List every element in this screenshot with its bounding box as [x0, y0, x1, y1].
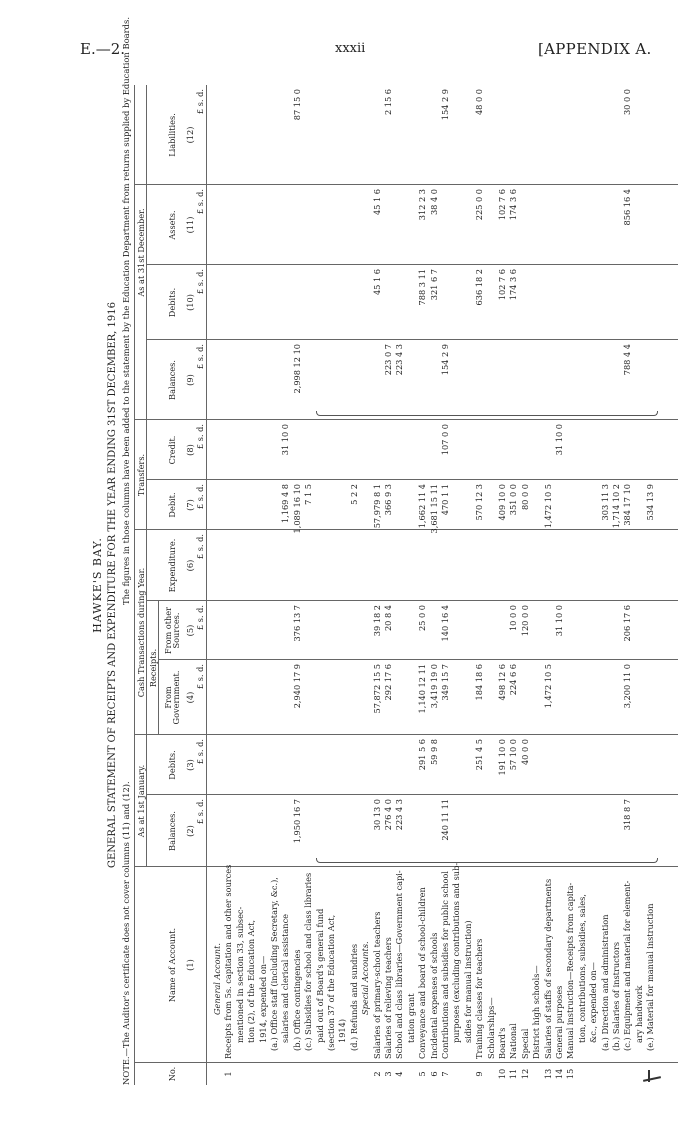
row-number: 11 [508, 1068, 519, 1080]
unit-lsd: £ s. d. [195, 269, 205, 295]
amount-cell: 312 2 3 [417, 189, 428, 221]
account-name: Incidental expenses of schools [428, 932, 439, 1059]
account-name: mentioned in section 33, subsec- [234, 906, 245, 1043]
pencil-mark [648, 1070, 650, 1082]
group-transfers: Transfers. [136, 453, 146, 497]
account-name: Conveyance and board of school-children [417, 887, 428, 1059]
account-name: National [508, 1023, 519, 1059]
amount-cell: 57,872 15 5 [371, 664, 382, 714]
amount-cell: 223 4 3 [394, 799, 405, 831]
group-1st-january: As at 1st January. [136, 764, 146, 838]
account-name: General purposes [554, 985, 564, 1059]
group-receipts: Receipts. [148, 648, 158, 688]
col-num: (7) [185, 499, 195, 511]
amount-cell: 30 13 0 [371, 799, 382, 831]
amount-cell: 45 1 6 [371, 189, 382, 216]
col-debits-dec: Debits. [167, 287, 177, 318]
account-name: sidies for manual instruction) [462, 920, 473, 1043]
amount-cell: 224 6 6 [508, 664, 519, 696]
account-name: Receipts from 5s. capitation and other sources [223, 864, 234, 1059]
amount-cell: 1,140 12 11 [417, 664, 428, 714]
row-number: 5 [417, 1071, 428, 1077]
amount-cell: 30 0 0 [622, 89, 633, 116]
col-num: (8) [185, 444, 195, 456]
amount-cell: 45 1 6 [371, 269, 382, 296]
col-expenditure: Expenditure. [167, 538, 177, 593]
region-title: HAWKE'S BAY. [91, 537, 104, 633]
account-name: 1914) [337, 1018, 348, 1043]
col-balances-jan: Balances. [167, 811, 177, 851]
account-name: Training classes for teachers [474, 938, 485, 1059]
amount-cell: 31 10 0 [554, 605, 564, 637]
amount-cell: 636 18 2 [474, 269, 485, 306]
amount-cell: 191 10 0 [497, 739, 507, 776]
page-header-right: [APPENDIX A. [538, 40, 652, 58]
col-num: (2) [185, 825, 195, 837]
account-name: School and class libraries—Government capi- [394, 870, 405, 1059]
account-name: Manual instruction—Receipts from capita- [565, 882, 576, 1059]
amount-cell: 7 1 5 [303, 484, 314, 505]
row-number: 1 [223, 1071, 234, 1077]
row-number: 2 [371, 1071, 382, 1077]
unit-lsd: £ s. d. [195, 664, 205, 690]
unit-lsd: £ s. d. [195, 739, 205, 765]
unit-lsd: £ s. d. [195, 605, 205, 631]
group-31st-december: As at 31st December. [136, 208, 146, 297]
amount-cell: 2 15 6 [383, 89, 393, 116]
account-name: Salaries of staffs of secondary departments [542, 878, 553, 1059]
amount-cell: 409 10 0 [497, 484, 507, 521]
col-num: (3) [185, 759, 195, 771]
col-num: (4) [185, 691, 195, 704]
account-name: Salaries of relieving teachers [383, 937, 393, 1059]
amount-cell: 57,979 8 1 [371, 484, 382, 529]
amount-cell: 1,662 11 4 [417, 484, 428, 529]
amount-cell: 140 16 4 [440, 605, 450, 642]
amount-cell: 31 10 0 [280, 424, 291, 456]
account-name: General Account. [212, 943, 222, 1015]
col-from-government: From Government. [163, 670, 182, 725]
amount-cell: 470 1 1 [440, 484, 450, 516]
amount-cell: 20 8 4 [383, 605, 393, 632]
statement-subtitle: The figures in those columns have been added to the statement by the Education Department from returns supplied by Education Boards. [121, 16, 131, 605]
amount-cell: 225 0 0 [474, 189, 485, 221]
amount-cell: 10 0 0 [508, 605, 519, 632]
col-num: (11) [185, 216, 195, 234]
account-name: Salaries of primary-school teachers [371, 911, 382, 1059]
amount-cell: 251 4 5 [474, 739, 485, 771]
row-number: 6 [428, 1071, 439, 1077]
amount-cell: 102 7 6 [497, 189, 507, 221]
account-name: tion (2), of the Education Act, [246, 919, 257, 1043]
col-num: (12) [185, 126, 195, 144]
col-liabilities: Liabilities. [167, 113, 177, 157]
amount-cell: 174 3 6 [508, 269, 519, 301]
amount-cell: 3,200 11 0 [622, 664, 633, 709]
account-name: paid out of Board's general fund [314, 908, 325, 1043]
amount-cell: 1,714 10 2 [611, 484, 621, 529]
col-num: (5) [185, 624, 195, 637]
amount-cell: 498 12 6 [497, 664, 507, 701]
row-number: 14 [554, 1068, 564, 1080]
amount-cell: 154 2 9 [440, 344, 450, 376]
account-name: ary handwork [633, 985, 644, 1043]
row-number: 9 [474, 1071, 485, 1077]
amount-cell: 534 13 9 [645, 484, 656, 521]
row-number: 3 [383, 1071, 393, 1077]
account-name: (a.) Direction and administration [599, 914, 610, 1051]
auditor-note: NOTE.—The Auditor's certificate does not cover columns (11) and (12). [121, 781, 131, 1085]
amount-cell: 318 8 7 [622, 799, 633, 831]
amount-cell: 349 15 7 [440, 664, 450, 701]
amount-cell: 856 16 4 [622, 189, 633, 226]
row-number: 4 [394, 1071, 405, 1077]
account-name: (c.) Subsidies for school and class libraries [303, 872, 314, 1051]
amount-cell: 1,169 4 8 [280, 484, 291, 524]
amount-cell: 38 4 0 [428, 189, 439, 216]
col-debits-jan: Debits. [167, 750, 177, 780]
account-name: (section 37 of the Education Act, [326, 914, 336, 1051]
col-num: (9) [185, 374, 195, 386]
account-name: tation grant [405, 993, 416, 1043]
account-name: District high schools— [531, 965, 542, 1059]
amount-cell: 40 0 0 [519, 739, 530, 766]
amount-cell: 184 18 6 [474, 664, 485, 701]
amount-cell: 107 0 0 [440, 424, 450, 456]
account-name: purposes (excluding contributions and sub- [451, 862, 462, 1043]
account-name: Board's [497, 1027, 507, 1059]
amount-cell: 788 3 11 [417, 269, 428, 306]
row-number: 15 [565, 1068, 576, 1080]
account-name: (d.) Refunds and sundries [348, 943, 359, 1051]
amount-cell: 292 17 6 [383, 664, 393, 701]
row-number: 13 [542, 1068, 553, 1080]
amount-cell: 48 0 0 [474, 89, 485, 116]
unit-lsd: £ s. d. [195, 89, 205, 115]
account-name: &c., expended on— [588, 962, 599, 1043]
page-number: xxxii [335, 41, 366, 56]
account-name: Special [519, 1028, 530, 1059]
row-number: 12 [519, 1068, 530, 1080]
amount-cell: 384 17 10 [622, 484, 633, 526]
account-name: Scholarships— [485, 997, 496, 1059]
col-assets: Assets. [167, 210, 177, 240]
amount-cell: 3,419 19 0 [428, 664, 439, 709]
col-credit: Credit. [167, 435, 177, 465]
amount-cell: 87 15 0 [291, 89, 302, 121]
account-name: Special Accounts. [360, 941, 371, 1015]
account-name: (a.) Office staff (including Secretary, &c.), [269, 877, 279, 1051]
unit-lsd: £ s. d. [195, 424, 205, 450]
amount-cell: 120 0 0 [519, 605, 530, 637]
amount-cell: 291 5 6 [417, 739, 428, 771]
unit-lsd: £ s. d. [195, 799, 205, 825]
amount-cell: 2,998 12 10 [291, 344, 302, 394]
statement-title: GENERAL STATEMENT OF RECEIPTS AND EXPENDITURE FOR THE YEAR ENDING 31ST DECEMBER, 1916 [107, 302, 118, 868]
col-balances-dec: Balances. [167, 360, 177, 400]
col-num: (10) [185, 294, 195, 311]
row-number: 10 [497, 1068, 507, 1080]
amount-cell: 174 3 6 [508, 189, 519, 221]
amount-cell: 154 2 9 [440, 89, 450, 121]
amount-cell: 57 10 0 [508, 739, 519, 771]
amount-cell: 240 11 11 [440, 799, 450, 841]
amount-cell: 59 9 8 [428, 739, 439, 766]
unit-lsd: £ s. d. [195, 189, 205, 215]
amount-cell: 351 0 0 [508, 484, 519, 516]
account-name: salaries and clerical assistance [280, 913, 291, 1043]
amount-cell: 303 11 3 [599, 484, 610, 521]
account-name: (e.) Material for manual instruction [645, 903, 656, 1051]
amount-cell: 223 0 7 [383, 344, 393, 376]
amount-cell: 31 10 0 [554, 424, 564, 456]
amount-cell: 39 18 2 [371, 605, 382, 637]
amount-cell: 80 0 0 [519, 484, 530, 511]
col-account: Name of Account. [167, 927, 177, 1003]
col-debit: Debit. [167, 492, 177, 518]
amount-cell: 206 17 6 [622, 605, 633, 642]
amount-cell: 788 4 4 [622, 344, 633, 376]
account-name: (b.) Office contingencies [291, 949, 302, 1051]
amount-cell: 102 7 6 [497, 269, 507, 301]
col-num: (1) [185, 959, 195, 971]
amount-cell: 570 12 3 [474, 484, 485, 521]
amount-cell: 223 4 3 [394, 344, 405, 376]
account-name: tion, contributions, subsidies, sales, [576, 894, 587, 1043]
col-num: (6) [185, 559, 195, 572]
account-name: (b.) Salaries of instructors [611, 941, 621, 1051]
col-no: No. [167, 1066, 177, 1082]
amount-cell: 1,472 10 5 [542, 484, 553, 529]
amount-cell: 3,681 15 11 [428, 484, 439, 534]
amount-cell: 5 2 2 [348, 484, 359, 505]
amount-cell: 1,472 10 5 [542, 664, 553, 709]
amount-cell: 366 9 3 [383, 484, 393, 516]
amount-cell: 376 13 7 [291, 605, 302, 642]
account-name: (c.) Equipment and material for element- [622, 880, 633, 1051]
account-name: Contributions and subsidies for public school [440, 871, 450, 1059]
amount-cell: 1,089 16 10 [291, 484, 302, 534]
unit-lsd: £ s. d. [195, 484, 205, 510]
group-cash-transactions: Cash Transactions during Year. [136, 567, 146, 698]
amount-cell: 2,940 17 9 [291, 664, 302, 709]
account-name: 1914, expended on— [257, 955, 268, 1043]
col-from-other: From other Sources. [163, 606, 182, 655]
amount-cell: 25 0 0 [417, 605, 428, 632]
amount-cell: 321 6 7 [428, 269, 439, 301]
unit-lsd: £ s. d. [195, 344, 205, 370]
page-header-left: E.—2. [80, 40, 126, 58]
row-number: 7 [440, 1071, 450, 1077]
unit-lsd: £ s. d. [195, 534, 205, 560]
amount-cell: 276 4 0 [383, 799, 393, 831]
amount-cell: 1,950 16 7 [291, 799, 302, 844]
